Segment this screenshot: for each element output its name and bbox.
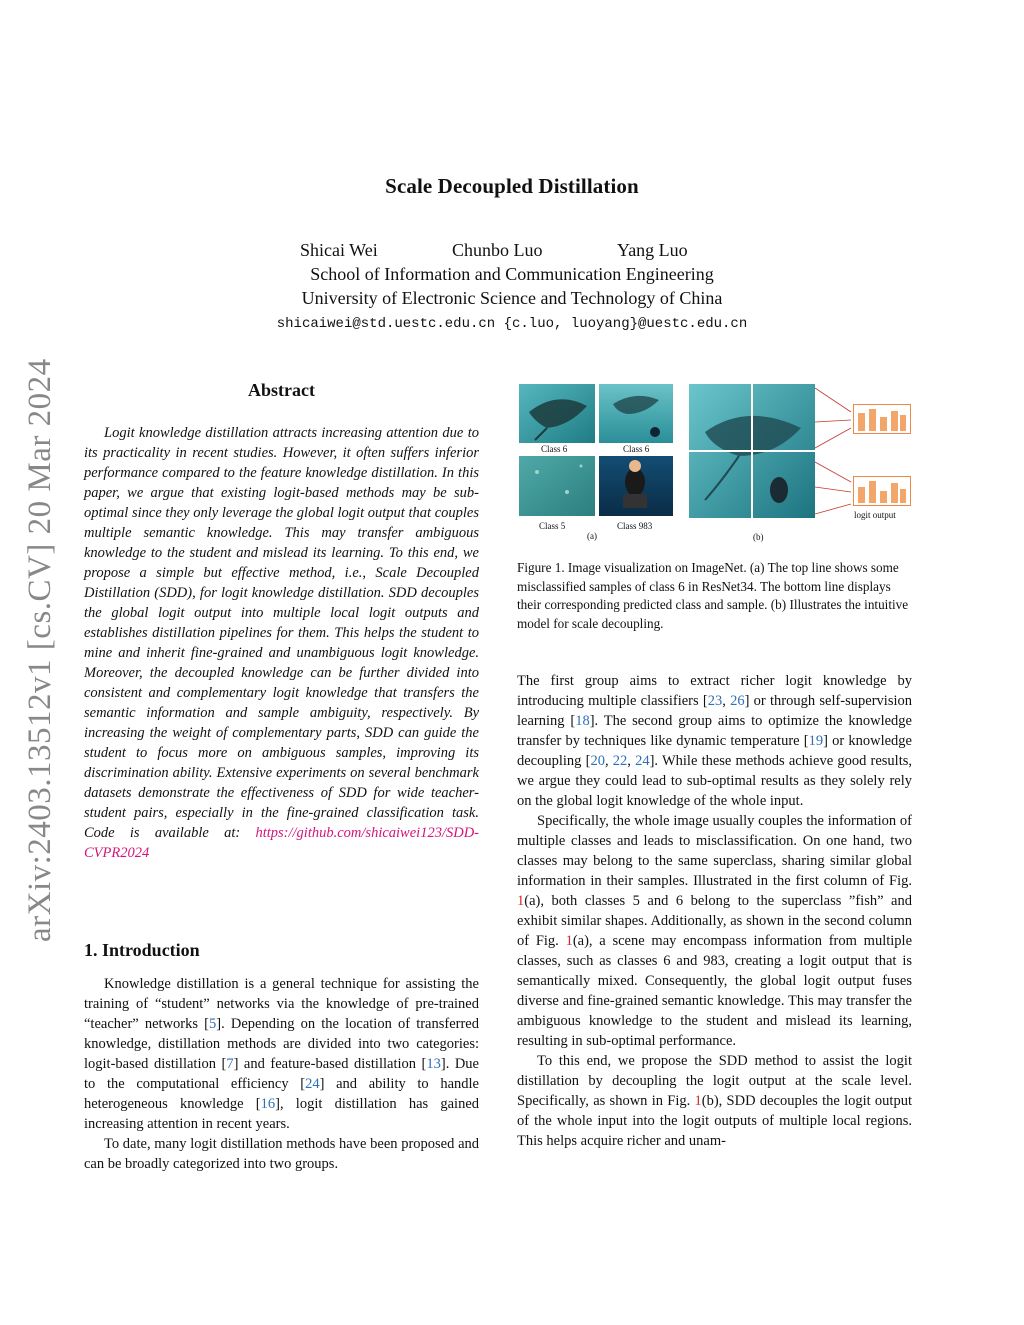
text-run: , xyxy=(627,753,636,769)
affiliation-line: School of Information and Communication Engineering xyxy=(310,264,714,284)
figure-caption xyxy=(517,559,912,633)
sample-image-class6-a xyxy=(519,384,595,443)
section-heading: 1. Introduction xyxy=(84,940,200,960)
text-run: , xyxy=(604,753,613,769)
author-name: Yang Luo xyxy=(617,240,688,260)
paragraph: To date, many logit distillation methods have been proposed and can be broadly categorized into two groups. xyxy=(84,1136,479,1172)
panel-label: (a) xyxy=(587,531,597,541)
code-link[interactable]: https://github.com/shicaiwei123/SDD-CVPR2024 xyxy=(84,825,479,861)
text-run: (b), SDD decouples the logit output of the whole input into the logit outputs of multiple local regions. This helps acquire richer and unam- xyxy=(517,1093,912,1149)
citation-link[interactable]: 5 xyxy=(209,1016,217,1032)
text-run: ] and ability to handle heterogeneous knowledge [ xyxy=(84,1076,479,1112)
author-name: Chunbo Luo xyxy=(452,240,543,260)
citation-link[interactable]: 18 xyxy=(575,713,590,729)
intro-left-column xyxy=(84,974,479,1174)
citation-link[interactable]: 16 xyxy=(260,1096,276,1112)
class-label: Class 983 xyxy=(617,521,653,531)
text-run: ] and feature-based distillation [ xyxy=(233,1056,427,1072)
text-run: ]. Due to the computational efficiency [ xyxy=(84,1056,479,1092)
caption-text: Figure 1. Image visualization on ImageNet. (a) The top line shows some misclassified samples of class 6 in ResNet34. The bottom line displays their corresponding predicted class and sample. (b) Illustrates the intuitive model for scale decoupling. xyxy=(517,560,909,631)
sample-image-class5 xyxy=(519,456,595,516)
text-run: ]. While these methods achieve good results, we argue they could lead to sub-optimal results as they solely rely on the global logit knowledge of the whole input. xyxy=(517,753,912,809)
text-run: To this end, we propose the SDD method to assist the logit distillation by decoupling the logit output at the scale level. Specifically, as shown in Fig. xyxy=(517,1053,912,1109)
abstract-body xyxy=(84,423,479,863)
paragraph xyxy=(517,1051,912,1151)
figure-1 xyxy=(517,382,917,547)
text-run: , xyxy=(722,693,731,709)
class-label: Class 6 xyxy=(541,444,568,454)
citation-link[interactable]: 26 xyxy=(730,693,745,709)
paragraph xyxy=(517,811,912,1051)
class-label: Class 6 xyxy=(623,444,650,454)
citation-link[interactable]: 24 xyxy=(635,753,650,769)
paragraph xyxy=(517,671,912,811)
sample-image-class983 xyxy=(599,456,673,516)
text-run: Specifically, the whole image usually couples the information of multiple classes and leads to misclassification. On one hand, two classes may belong to the same superclass, sharing similar global information in their samples. Illustrated in the first column of Fig. xyxy=(517,813,912,889)
text-run: (a), a scene may encompass information from multiple classes, such as classes 6 and 983, creating a logit output that is semantically mixed. Consequently, the global logit output fuses diverse and fine-grained semantic knowledge. This may transfer the ambiguous knowledge to the student and mislead its learning, resulting in sub-optimal performance. xyxy=(517,933,912,1049)
text-run: ] or through self-supervision learning [ xyxy=(517,693,912,729)
arxiv-stamp: arXiv:2403.13512v1 [cs.CV] 20 Mar 2024 xyxy=(22,358,58,942)
text-run: Knowledge distillation is a general technique for assisting the training of “student” networks via the knowledge of pre-trained “teacher” networks [ xyxy=(84,976,479,1032)
sample-image-class6-b xyxy=(599,384,673,443)
class-label: Class 5 xyxy=(539,521,566,531)
figure-ref-link[interactable]: 1 xyxy=(565,933,573,949)
citation-link[interactable]: 20 xyxy=(590,753,605,769)
scale-decoupled-image xyxy=(689,384,815,518)
citation-link[interactable]: 19 xyxy=(808,733,824,749)
abstract-heading: Abstract xyxy=(248,380,315,400)
abstract-text: Logit knowledge distillation attracts increasing attention due to its practicality in recent studies. However, it often suffers inferior performance compared to the feature knowledge distillation. In this paper, we argue that existing logit-based methods may be sub-optimal since they only leverage the global logit output that couples multiple semantic knowledge. This may transfer ambiguous knowledge to the student and mislead its learning. To this end, we propose a simple but effective method, i.e., Scale Decoupled Distillation (SDD), for logit knowledge distillation. SDD decouples the global logit output into multiple local logit outputs and establishes distillation pipelines for them. This helps the student to mine and inherit fine-grained and unambiguous logit knowledge. Moreover, the decoupled knowledge can be further divided into consistent and complementary logit knowledge that transfers the semantic information and sample ambiguity, respectively. By increasing the weight of complementary parts, SDD can guide the student to focus more on ambiguous samples, improving its discrimination ability. Extensive experiments on several benchmark datasets demonstrate the effectiveness of SDD for wide teacher-student pairs, especially in the fine-grained classification task. Code is available at: xyxy=(84,425,479,841)
paragraph xyxy=(84,974,479,1134)
affiliation-line: University of Electronic Science and Technology of China xyxy=(301,288,723,308)
figure-ref-link[interactable]: 1 xyxy=(517,893,525,909)
citation-link[interactable]: 13 xyxy=(426,1056,441,1072)
citation-link[interactable]: 24 xyxy=(305,1076,320,1092)
author-emails: shicaiwei@std.uestc.edu.cn {c.luo, luoyang}@uestc.edu.cn xyxy=(276,316,748,332)
citation-link[interactable]: 7 xyxy=(226,1056,234,1072)
text-run: ], logit distillation has gained increasing attention in recent years. xyxy=(84,1096,480,1132)
citation-link[interactable]: 22 xyxy=(612,753,628,769)
paper-title: Scale Decoupled Distillation xyxy=(385,174,639,198)
logit-bar-icon xyxy=(853,404,911,434)
author-name: Shicai Wei xyxy=(300,240,378,260)
figure-ref-link[interactable]: 1 xyxy=(694,1093,702,1109)
text-run: (a), both classes 5 and 6 belong to the superclass ”fish” and exhibit similar shapes. Additionally, as shown in the second column of Fig. xyxy=(517,893,912,949)
text-run: ]. Depending on the location of transferred knowledge, distillation methods are divided into two categories: logit-based distillation [ xyxy=(84,1016,479,1072)
author-list xyxy=(0,240,1024,266)
intro-right-column xyxy=(517,671,912,1151)
citation-link[interactable]: 23 xyxy=(707,693,723,709)
logit-bar-icon xyxy=(853,476,911,506)
text-run: ]. The second group aims to optimize the knowledge transfer by techniques like dynamic temperature [ xyxy=(517,713,912,749)
text-run: ] or knowledge decoupling [ xyxy=(517,733,912,769)
text-run: The first group aims to extract richer logit knowledge by introducing multiple classifiers [ xyxy=(517,673,912,709)
logit-output-label: logit output xyxy=(854,510,896,520)
decoupling-arrows xyxy=(815,388,851,514)
panel-label: (b) xyxy=(753,532,764,542)
